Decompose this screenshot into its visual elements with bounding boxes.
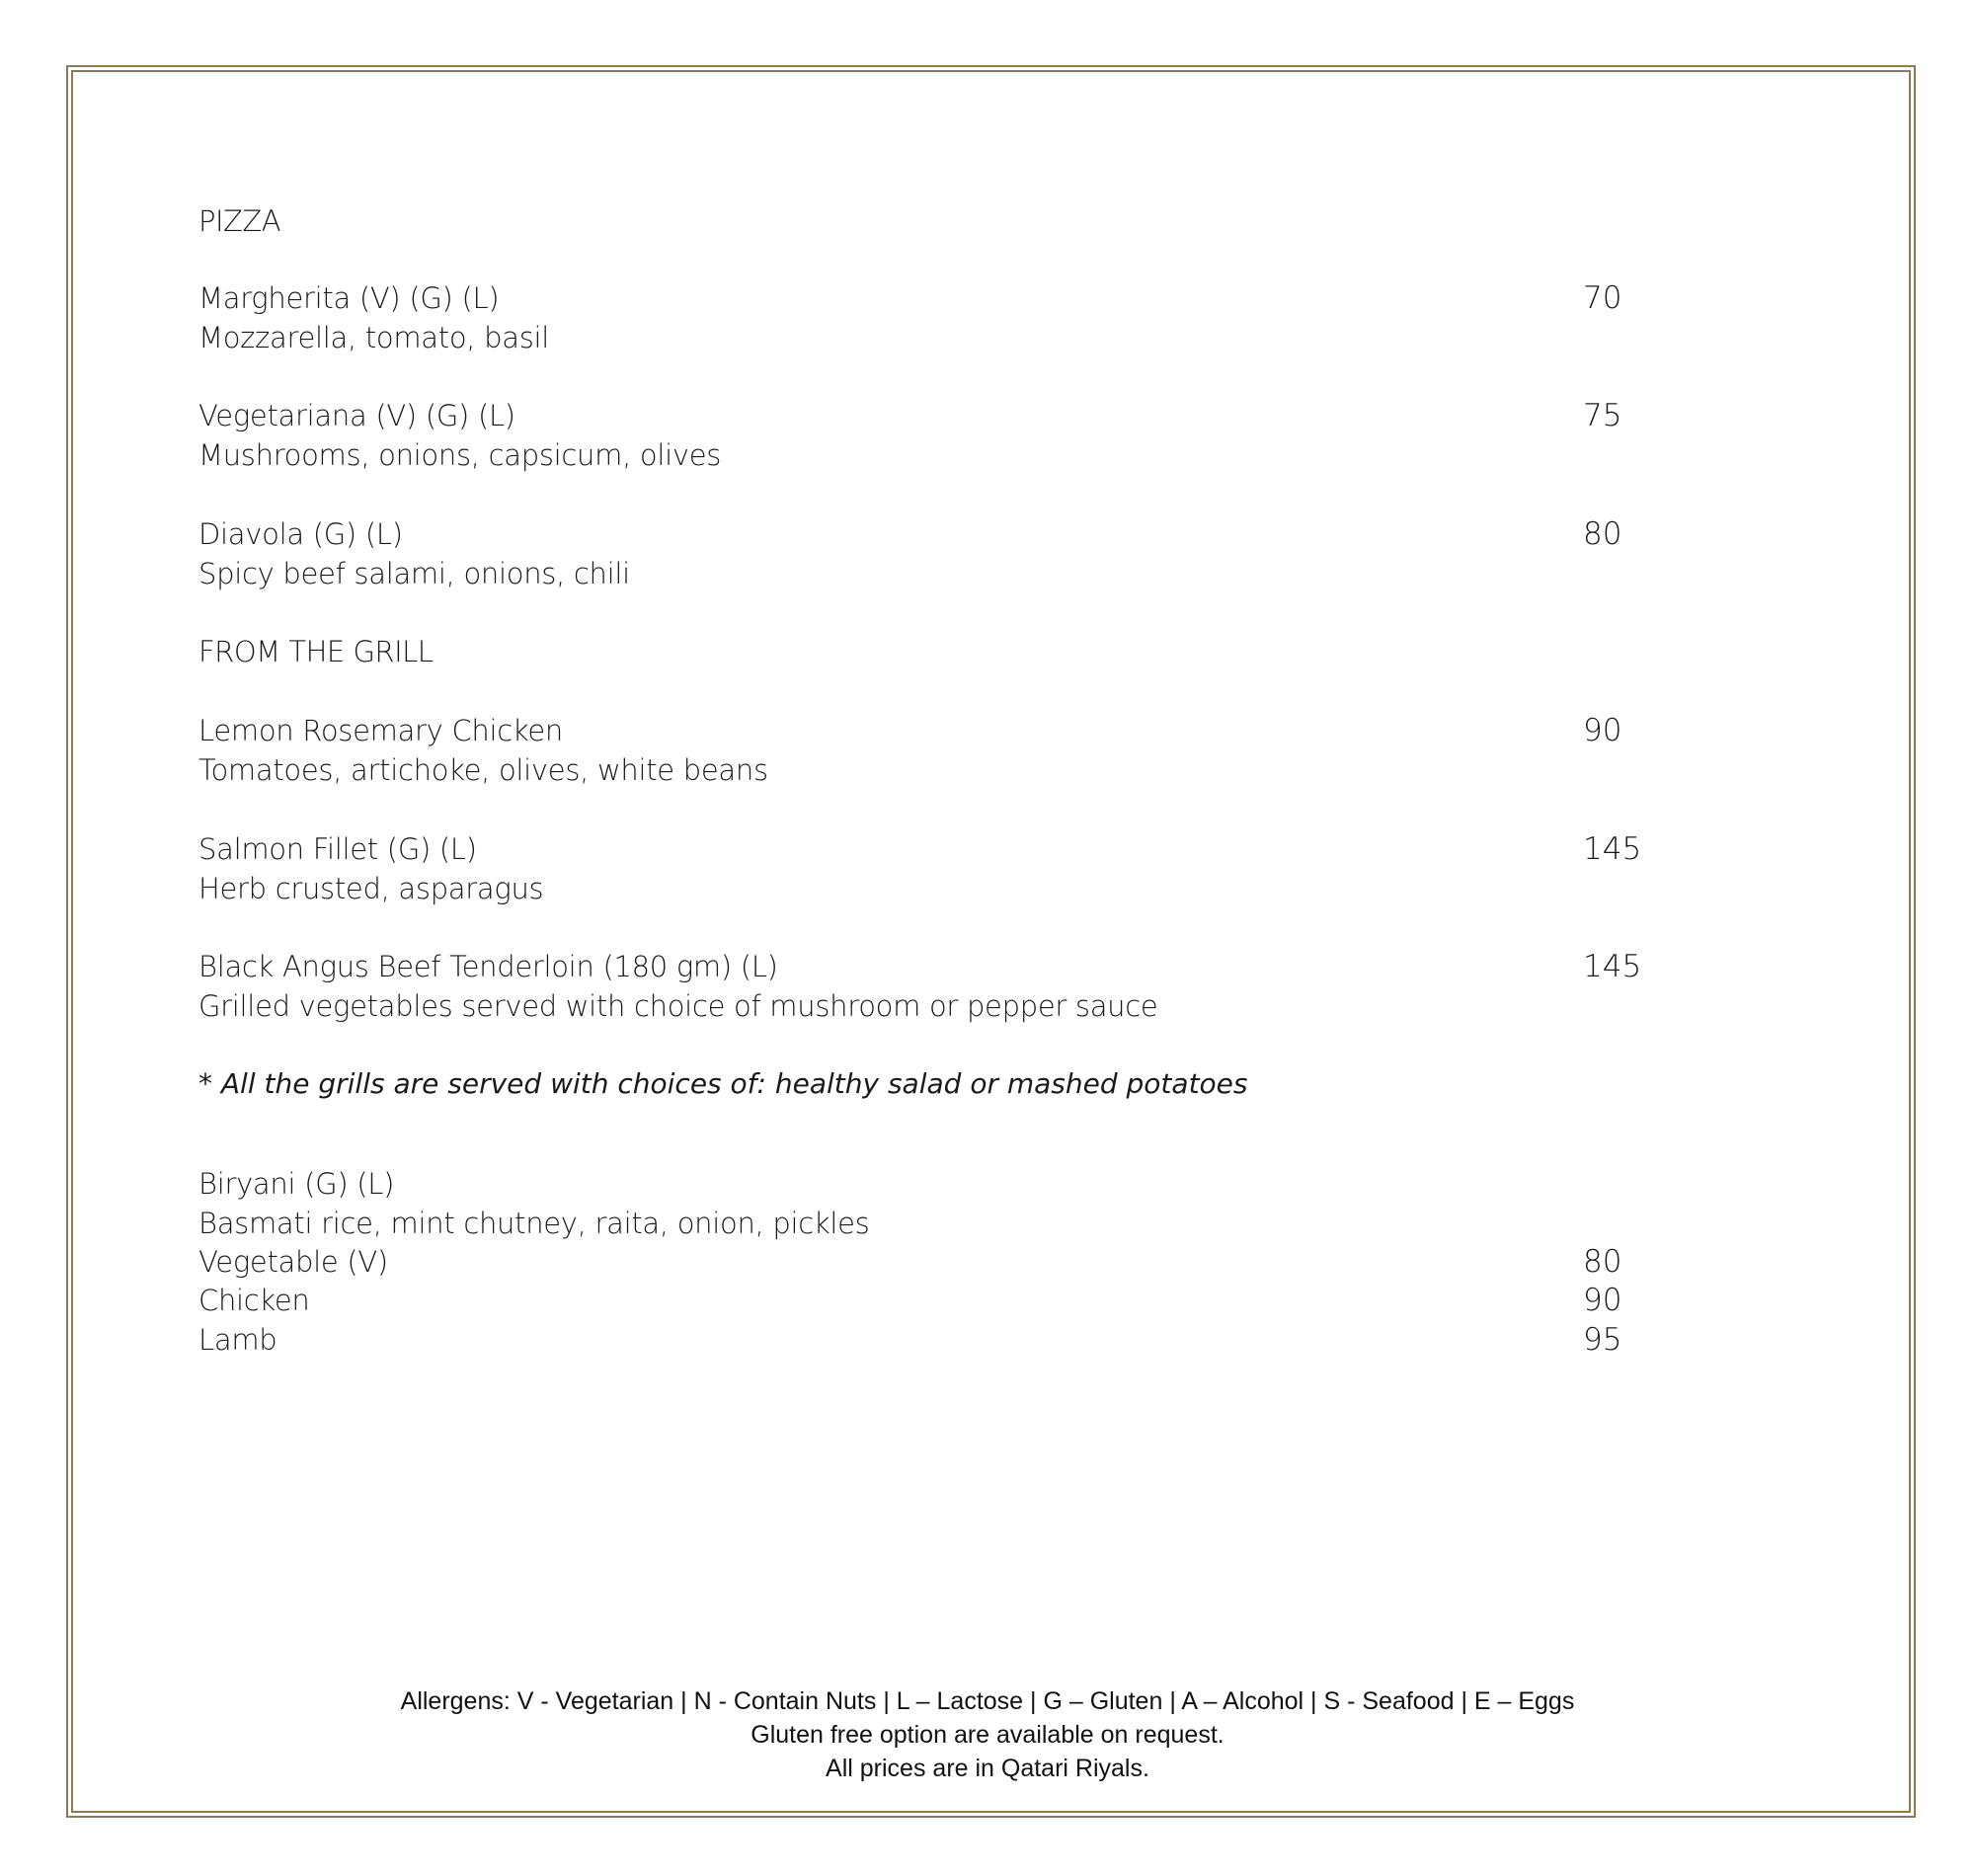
menu-item-price: 90 <box>1583 713 1622 748</box>
menu-item-name: Black Angus Beef Tenderloin (180 gm) (L) <box>198 950 778 983</box>
menu-item-description: Grilled vegetables served with choice of mushroom or pepper sauce <box>198 989 1158 1023</box>
menu-variant-name: Lamb <box>198 1323 277 1357</box>
menu-variant-price: 95 <box>1583 1322 1622 1358</box>
currency-note: All prices are in Qatari Riyals. <box>826 1755 1149 1782</box>
menu-item-name: Salmon Fillet (G) (L) <box>198 832 477 866</box>
menu-item-description: Herb crusted, asparagus <box>198 872 544 905</box>
section-title-pizza: PIZZA <box>198 204 281 238</box>
grill-note: * All the grills are served with choices of: healthy salad or mashed potatoes <box>198 1067 1248 1100</box>
menu-item-price: 70 <box>1583 280 1622 316</box>
menu-variant-price: 90 <box>1583 1283 1622 1318</box>
menu-item-name: Vegetariana (V) (G) (L) <box>198 399 515 432</box>
menu-item-name: Margherita (V) (G) (L) <box>198 281 500 315</box>
gluten-free-note: Gluten free option are available on request. <box>750 1721 1224 1749</box>
menu-item-description: Spicy beef salami, onions, chili <box>198 557 630 590</box>
menu-variant-price: 80 <box>1583 1244 1622 1280</box>
menu-item-name: Lemon Rosemary Chicken <box>198 714 563 747</box>
menu-item-price: 145 <box>1583 831 1642 867</box>
menu-item-description: Basmati rice, mint chutney, raita, onion, pickles <box>198 1207 870 1240</box>
menu-item-description: Tomatoes, artichoke, olives, white beans <box>198 753 768 787</box>
menu-variant-name: Vegetable (V) <box>198 1245 388 1279</box>
menu-item-name: Biryani (G) (L) <box>198 1167 395 1201</box>
menu-item-description: Mushrooms, onions, capsicum, olives <box>198 438 722 472</box>
section-title-grill: FROM THE GRILL <box>198 635 434 668</box>
menu-variant-name: Chicken <box>198 1284 310 1317</box>
menu-item-description: Mozzarella, tomato, basil <box>198 321 550 354</box>
menu-item-price: 145 <box>1583 949 1642 984</box>
menu-item-price: 80 <box>1583 516 1622 552</box>
allergens-legend: Allergens: V - Vegetarian | N - Contain Nuts | L – Lactose | G – Gluten | A – Alcohol | S - Seafood | E – Eggs <box>400 1687 1575 1715</box>
menu-item-name: Diavola (G) (L) <box>198 517 403 551</box>
menu-item-price: 75 <box>1583 398 1622 433</box>
